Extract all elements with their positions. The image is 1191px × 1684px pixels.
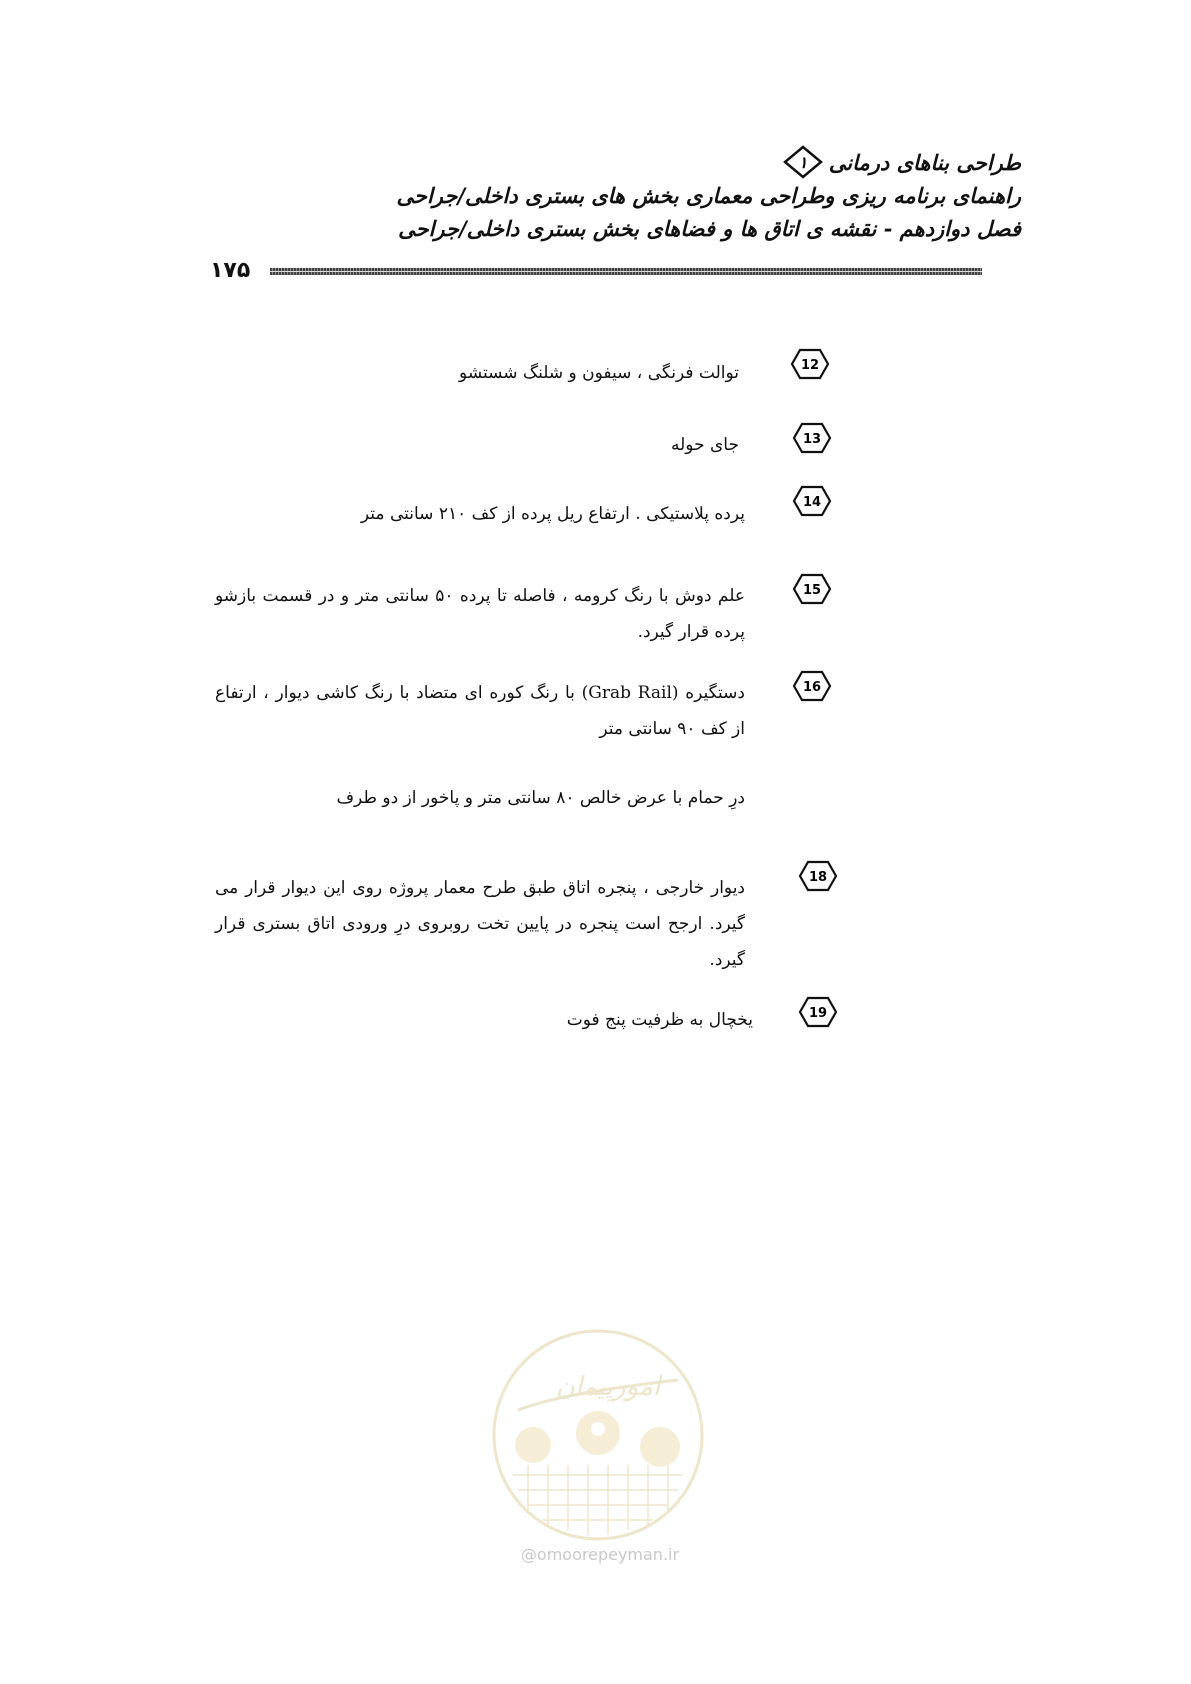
list-item-text: علم دوش با رنگ کرومه ، فاصله تا پرده ۵۰ سانتی متر و در قسمت بازشو پرده قرار گیرد. [215,586,745,642]
list-item-text: درِ حمام با عرض خالص ۸۰ سانتی متر و پاخور از دو طرف [336,788,745,808]
list-item-text: دیوار خارجی ، پنجره اتاق طبق طرح معمار پروژه روی این دیوار قرار می گیرد. ارجح است پنجره در پایین تخت روبروی درِ ورودی اتاق بستری قرار گیرد. [215,878,745,970]
list-item-text: یخچال به ظرفیت پنج فوت [566,1010,753,1030]
volume-diamond-icon [783,145,823,179]
item-number: 13 [802,432,822,447]
item-number: 15 [802,583,822,598]
book-title-row [321,145,1021,179]
list-item-text: دستگیره (Grab Rail) با رنگ کوره ای متضاد با رنگ کاشی دیوار ، ارتفاع از کف ۹۰ سانتی متر [215,683,745,739]
watermark-logo-text: امورپیمان [555,1372,661,1402]
list-item-text: جای حوله [671,435,739,455]
item-number: 14 [802,495,822,510]
item-number: 16 [802,680,822,695]
book-title: طراحی بناهای درمانی [828,149,1021,175]
volume-number: ۱ [798,153,808,172]
item-number-badge [798,996,838,1028]
item-number-badge [798,860,838,892]
item-number-badge [792,573,832,605]
item-number-badge [792,670,832,702]
list-item-text: پرده پلاستیکی . ارتفاع ریل پرده از کف ۲۱۰ سانتی متر [360,504,745,524]
item-number-badge [792,485,832,517]
watermark-logo-icon [488,1325,708,1545]
page-number: ۱۷۵ [210,258,251,283]
item-number: 12 [800,358,820,373]
chapter-title: فصل دوازدهم - نقشه ی اتاق ها و فضاهای بخش بستری داخلی/جراحی [398,216,1021,241]
item-number: 18 [808,870,828,885]
page-header [321,145,1021,245]
subtitle: راهنمای برنامه ریزی وطراحی معماری بخش های بستری داخلی/جراحی [396,183,1021,208]
item-number: 19 [808,1006,828,1021]
item-number-badge [792,422,832,454]
header-rule-row [210,258,982,283]
list-item-text: توالت فرنگی ، سیفون و شلنگ شستشو [459,363,739,383]
header-divider [270,268,982,275]
item-number-badge [790,348,830,380]
watermark-url: @omoorepeyman.ir [520,1545,680,1564]
